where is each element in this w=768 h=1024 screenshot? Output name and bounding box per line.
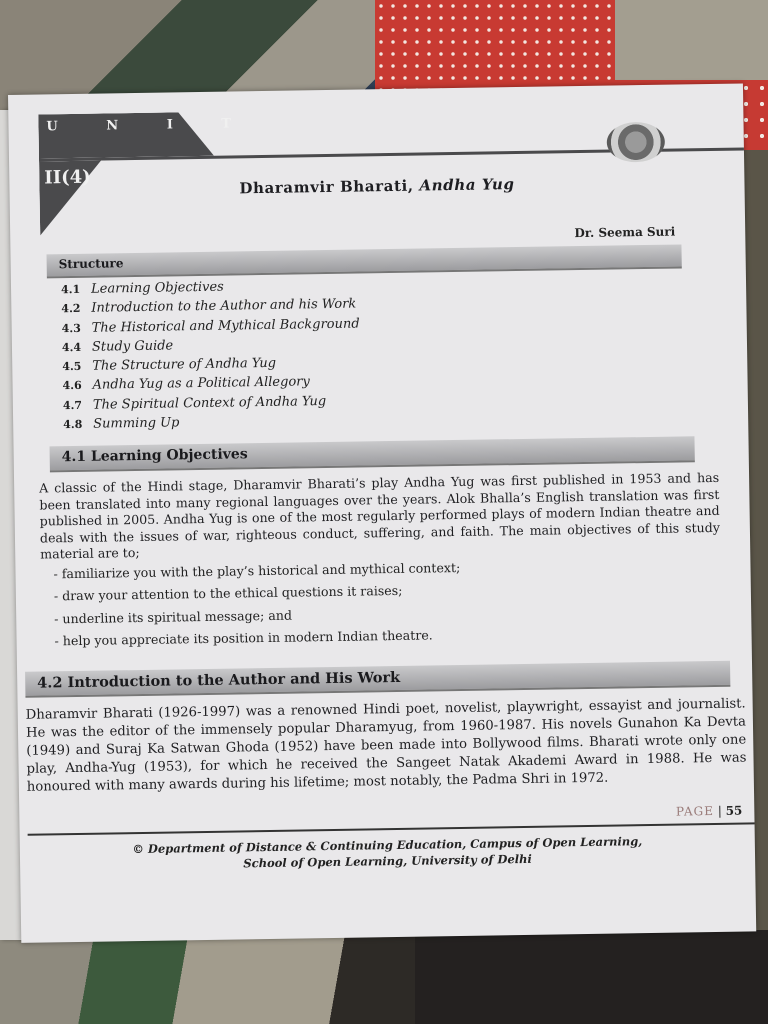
unit-label: U N I T	[46, 116, 254, 135]
footer-line-2: School of Open Learning, University of Delhi	[243, 851, 532, 871]
page-number	[676, 804, 743, 819]
title-italic: Andha Yug	[419, 175, 515, 195]
objectives-paragraph: A classic of the Hindi stage, Dharamvir Bharati’s play Andha Yug was first published in 1953 and has been translated into many regional languages over the years. Alok Bhalla’s English translation was first published in 2005. Andha Yug is one of the most regularly performed plays of modern Indian theatre and deals with the issues of war, righteous conduct, suffering, and faith. The main objectives of this study material are to;	[39, 469, 720, 562]
author-intro-paragraph: Dharamvir Bharati (1926-1997) was a renowned Hindi poet, novelist, playwright, essayist and journalist. He was the editor of the immensely popular Dharamyug, from 1960-1987. His novels Gunahon Ka Devta (1949) and Suraj Ka Satwan Ghoda (1952) have been made into Bollywood films. Bharati wrote only one play, Andha-Yug (1953), for which he received the Sangeet Natak Akademi Award in 1988. He was honoured with many awards during his lifetime; most notably, the Padma Shri in 1972.	[25, 696, 747, 795]
section-heading: 4.2 Introduction to the Author and His Work	[37, 668, 401, 692]
section-heading: 4.1 Learning Objectives	[61, 446, 248, 466]
university-seal-icon	[607, 122, 666, 163]
quilt-red-patch	[375, 0, 615, 95]
list-item: - help you appreciate its position in modern Indian theatre.	[54, 627, 433, 649]
page-title	[9, 171, 744, 201]
list-item: - underline its spiritual message; and	[54, 607, 293, 626]
footer	[20, 831, 755, 875]
author-name: Dr. Seema Suri	[574, 224, 676, 241]
dark-cloth	[415, 930, 768, 1024]
section-heading-bar	[25, 661, 730, 698]
list-item: - draw your attention to the ethical questions it raises;	[53, 583, 403, 604]
unit-number: II(4)	[44, 166, 91, 189]
toc-item: 4.6 Andha Yug as a Political Allegory	[62, 374, 310, 394]
page-separator: |	[717, 803, 722, 818]
structure-heading-bar	[47, 244, 682, 278]
book-page	[8, 83, 756, 942]
title-main: Dharamvir Bharati,	[239, 176, 420, 198]
toc-item: 4.3 The Historical and Mythical Background	[61, 316, 360, 336]
toc-item: 4.4 Study Guide	[61, 338, 174, 355]
toc-item: 4.5 The Structure of Andha Yug	[62, 356, 277, 374]
toc-item: 4.8 Summing Up	[63, 415, 180, 432]
page-label: PAGE	[675, 804, 715, 819]
page-number-value: 55	[725, 803, 743, 818]
structure-list	[61, 278, 361, 437]
list-item: - familiarize you with the play’s historical and mythical context;	[53, 559, 461, 582]
footer-line-1: © Department of Distance & Continuing Education, Campus of Open Learning,	[132, 834, 643, 857]
toc-item: 4.2 Introduction to the Author and his Work	[61, 296, 357, 317]
structure-heading: Structure	[58, 256, 124, 272]
toc-item: 4.7 The Spiritual Context of Andha Yug	[62, 393, 327, 413]
section-heading-bar	[50, 436, 695, 472]
objectives-list	[53, 560, 461, 656]
toc-item: 4.1 Learning Objectives	[60, 279, 224, 297]
